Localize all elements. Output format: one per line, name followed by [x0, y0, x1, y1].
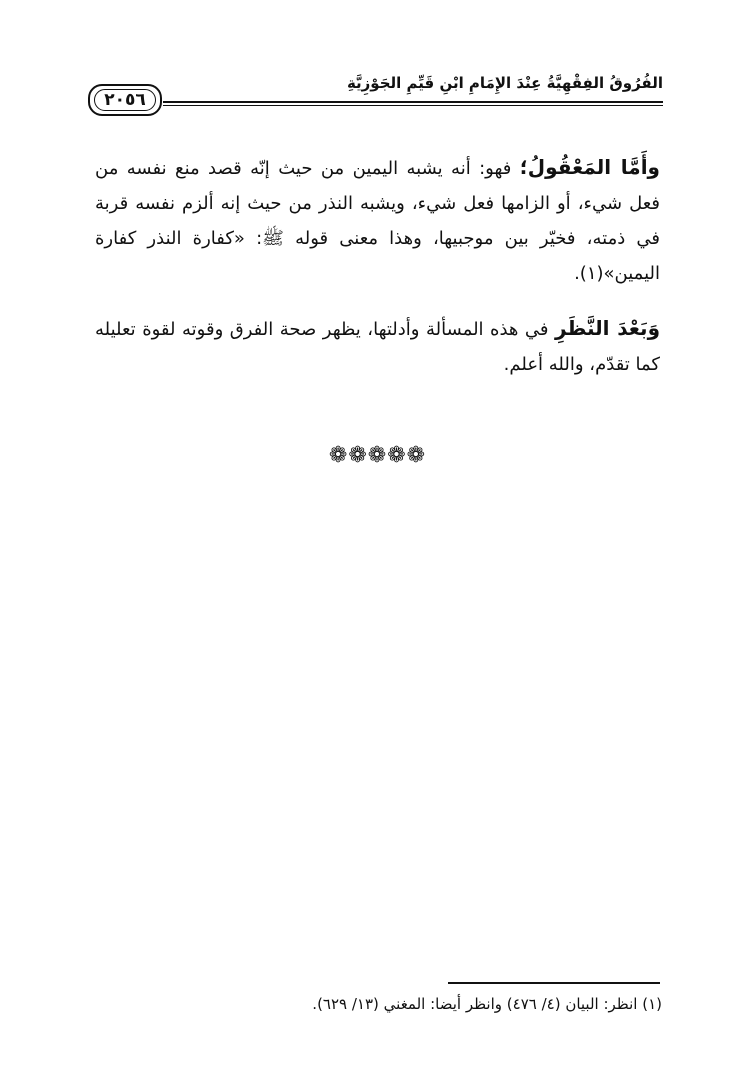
paragraph-body: فهو: أنه يشبه اليمين من حيث إنّه قصد منع نفسه من فعل شيء، أو الزامها فعل شيء، ويشبه النذر من حيث إنه ألزم نفسه قربة في ذمته، فخيّر بين موجبيها، وهذا معنى قوله ﷺ: «كفارة النذر كفارة اليمين»(١). [95, 158, 660, 284]
header-rule-thin [163, 105, 663, 106]
footnote-separator [448, 982, 660, 984]
paragraph-lead: وَبَعْدَ النَّظَرِ [555, 316, 661, 340]
page-number: ٢٠٥٦ [88, 84, 162, 116]
paragraph-rational-argument [95, 150, 660, 291]
paragraph-conclusion [95, 311, 660, 382]
paragraph-body: في هذه المسألة وأدلتها، يظهر صحة الفرق وقوته لقوة تعليله كما تقدّم، والله أعلم. [95, 319, 660, 375]
running-title: الفُرُوقُ الفِقْهِيَّةُ عِنْدَ الإِمَامِ ابْنِ قَيِّمِ الجَوْزِيَّةِ [346, 74, 663, 92]
footnote: (١) انظر: البيان (٤/ ٤٧٦) وانظر أيضا: المغني (١٣/ ٦٢٩). [312, 995, 662, 1013]
header-rule [163, 101, 663, 103]
paragraph-lead: وأَمَّا المَعْقُولُ؛ [519, 155, 660, 179]
page-header [88, 70, 663, 110]
section-divider-ornament: ❁❁❁❁❁ [328, 443, 427, 468]
main-text [95, 150, 660, 402]
